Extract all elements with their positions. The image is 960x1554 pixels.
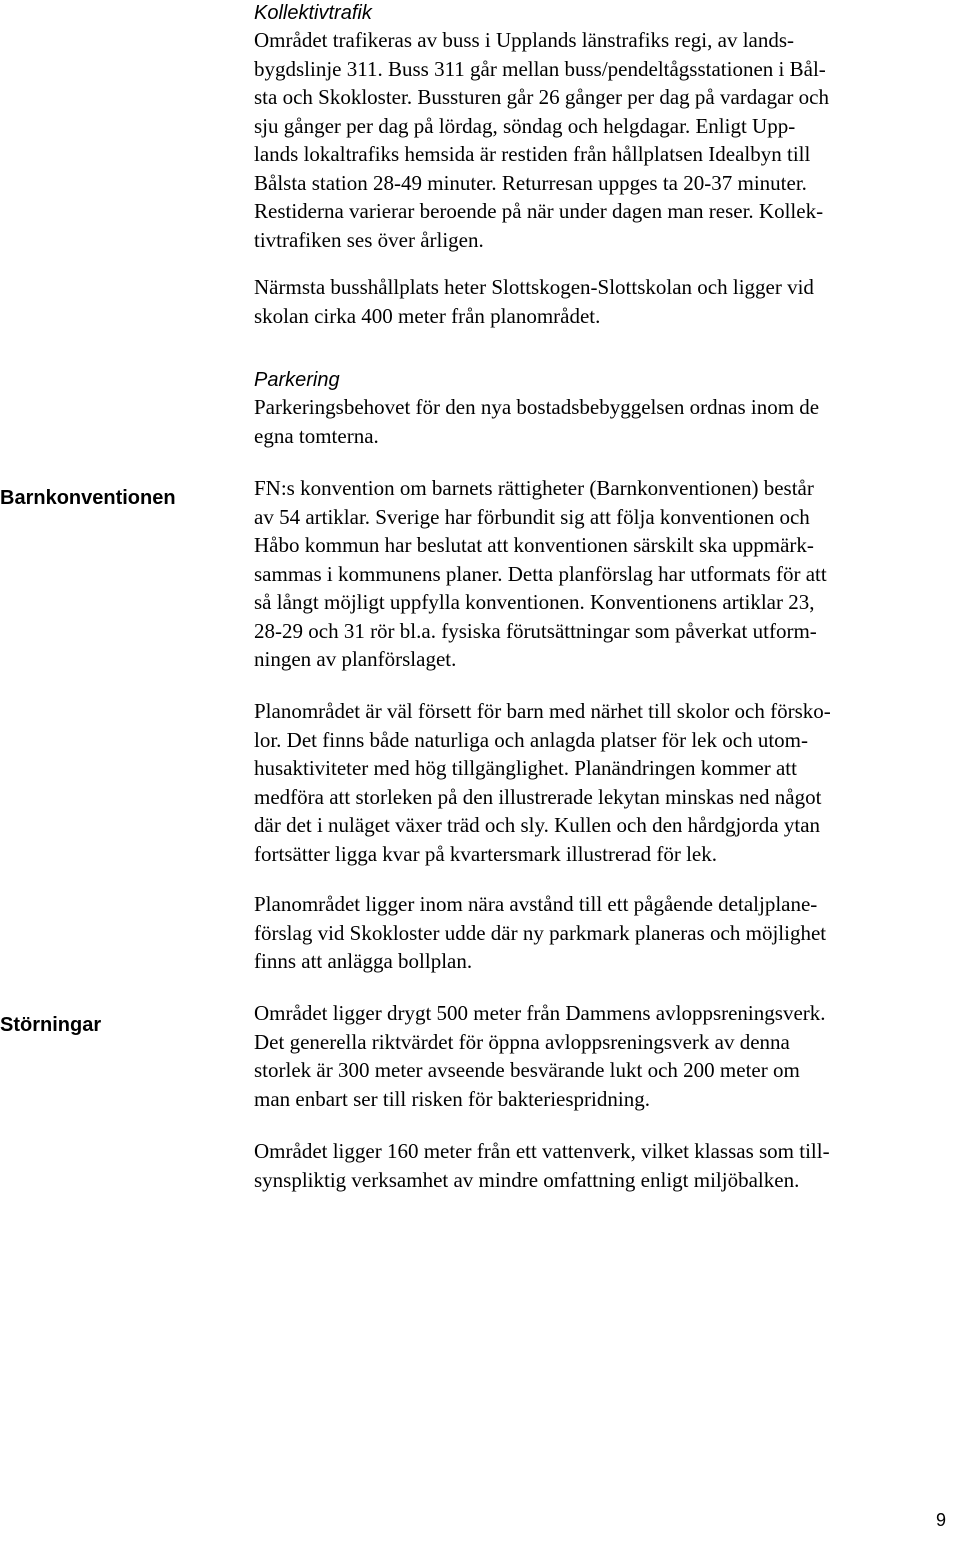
text-line: Parkeringsbehovet för den nya bostadsbebyggelsen ordnas inom de [254, 395, 820, 419]
text-line: skolan cirka 400 meter från planområdet. [254, 303, 601, 328]
section-kollektivtrafik [254, 0, 944, 26]
text-line: så långt möjligt uppfylla konventionen. Konventionens artiklar 23, [254, 590, 815, 614]
parkering-heading: Parkering [254, 369, 340, 391]
text-line: 28-29 och 31 rör bl.a. fysiska förutsättningar som påverkat utform- [254, 618, 817, 643]
text-line: man enbart ser till risken för bakteriespridning. [254, 1086, 650, 1111]
text-line: lor. Det finns både naturliga och anlagda platser för lek och utom- [254, 727, 808, 752]
text-line: egna tomterna. [254, 423, 379, 448]
barnkonventionen-paragraph-2 [254, 697, 944, 868]
text-line: finns att anlägga bollplan. [254, 949, 473, 973]
side-label-barnkonventionen: Barnkonventionen [0, 487, 176, 509]
text-line: Området ligger 160 meter från ett vattenverk, vilket klassas som till- [254, 1139, 830, 1163]
text-line: Planområdet ligger inom nära avstånd till ett pågående detaljplane- [254, 892, 818, 916]
text-line: Bålsta station 28-49 minuter. Returresan uppges ta 20-37 minuter. [254, 170, 807, 195]
kollektivtrafik-heading: Kollektivtrafik [254, 2, 372, 24]
kollektivtrafik-paragraph-1 [254, 26, 944, 254]
text-line: sju gånger per dag på lördag, söndag och helgdagar. Enligt Upp- [254, 113, 796, 138]
text-line: ningen av planförslaget. [254, 647, 457, 671]
text-line: sammas i kommunens planer. Detta planförslag har utformats för att [254, 561, 827, 586]
text-line: av 54 artiklar. Sverige har förbundit sig att följa konventionen och [254, 504, 810, 529]
text-line: tivtrafiken ses över årligen. [254, 227, 484, 252]
storningar-paragraph-1 [254, 999, 944, 1113]
text-line: Det generella riktvärdet för öppna avloppsreningsverk av denna [254, 1029, 790, 1054]
parkering-paragraph-1 [254, 393, 944, 450]
side-label-storningar: Störningar [0, 1014, 102, 1036]
text-line: FN:s konvention om barnets rättigheter (Barnkonventionen) består [254, 476, 814, 500]
barnkonventionen-paragraph-3 [254, 890, 944, 976]
barnkonventionen-paragraph-1 [254, 474, 944, 674]
text-line: sta och Skokloster. Bussturen går 26 gånger per dag på vardagar och [254, 85, 829, 109]
text-line: Området ligger drygt 500 meter från Dammens avloppsreningsverk. [254, 1001, 826, 1025]
page-number: 9 [936, 1510, 947, 1530]
storningar-paragraph-2 [254, 1137, 944, 1194]
text-line: storlek är 300 meter avseende besvärande lukt och 200 meter om [254, 1058, 800, 1082]
text-line: bygdslinje 311. Buss 311 går mellan buss/pendeltågsstationen i Bål- [254, 56, 826, 81]
text-line: husaktiviteter med hög tillgänglighet. Planändringen kommer att [254, 756, 797, 780]
text-line: Närmsta busshållplats heter Slottskogen-Slottskolan och ligger vid [254, 275, 814, 299]
text-line: där det i nuläget växer träd och sly. Kullen och den hårdgjorda ytan [254, 813, 821, 837]
text-line: förslag vid Skokloster udde där ny parkmark planeras och möjlighet [254, 920, 827, 945]
text-line: fortsätter ligga kvar på kvartersmark illustrerad för lek. [254, 841, 717, 866]
text-line: lands lokaltrafiks hemsida är restiden från hållplatsen Idealbyn till [254, 142, 811, 166]
text-line: Restiderna varierar beroende på när under dagen man reser. Kollek- [254, 199, 824, 223]
text-line: synspliktig verksamhet av mindre omfattning enligt miljöbalken. [254, 1167, 800, 1192]
text-line: Planområdet är väl försett för barn med närhet till skolor och försko- [254, 699, 831, 723]
kollektivtrafik-paragraph-2 [254, 273, 944, 330]
text-line: medföra att storleken på den illustrerade lekytan minskas ned något [254, 784, 822, 809]
text-line: Håbo kommun har beslutat att konventionen särskilt ska uppmärk- [254, 533, 814, 557]
text-line: Området trafikeras av buss i Upplands länstrafiks regi, av lands- [254, 28, 795, 52]
section-parkering [254, 367, 944, 393]
